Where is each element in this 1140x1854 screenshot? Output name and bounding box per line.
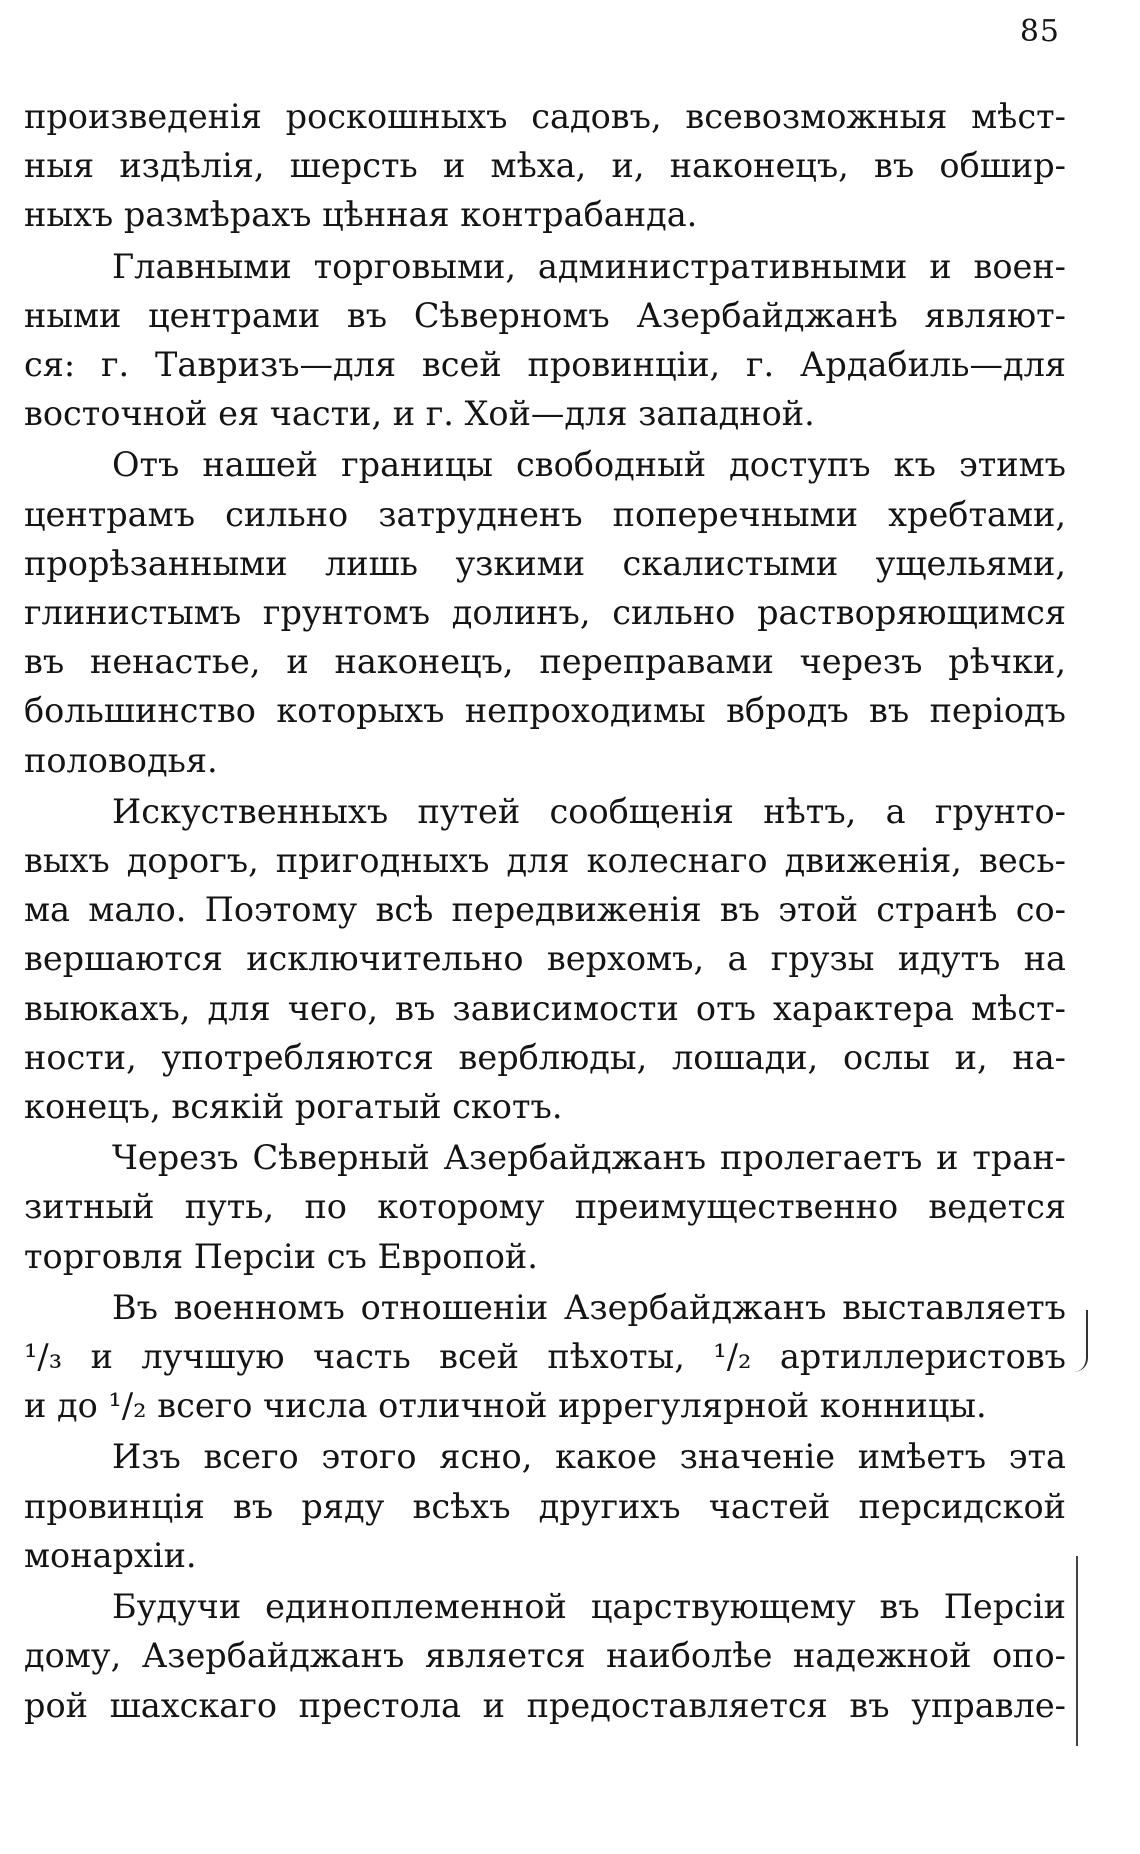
text-line: монархіи. xyxy=(24,1535,197,1575)
paragraph-8 xyxy=(24,1582,1066,1730)
text-line: Отъ нашей границы свободный доступъ къ этимъ xyxy=(112,445,1066,485)
text-line: конецъ, всякій рогатый скотъ. xyxy=(24,1087,563,1127)
text-line: глинистымъ грунтомъ долинъ, сильно растворяющимся xyxy=(24,593,1066,633)
text-line: вершаются исключительно верхомъ, а грузы идутъ на xyxy=(24,939,1066,979)
text-line: дому, Азербайджанъ является наиболѣе надежной опо- xyxy=(24,1636,1066,1676)
text-line: въ ненастье, и наконецъ, переправами черезъ рѣчки, xyxy=(24,642,1066,682)
margin-bracket-mark xyxy=(1072,1310,1088,1372)
text-line: Искуственныхъ путей сообщенія нѣтъ, а грунто- xyxy=(112,791,1066,831)
paragraph-7 xyxy=(24,1432,1066,1580)
text-line: ности, употребляются верблюды, лошади, ослы и, на- xyxy=(24,1037,1066,1077)
text-line: зитный путь, по которому преимущественно ведется xyxy=(24,1187,1066,1227)
text-line: Изъ всего этого ясно, какое значеніе имѣетъ эта xyxy=(112,1437,1066,1477)
text-line: произведенія роскошныхъ садовъ, всевозможныя мѣст- xyxy=(24,97,1066,136)
paragraph-6 xyxy=(24,1283,1066,1431)
text-line: и до ¹/₂ всего числа отличной иррегулярной конницы. xyxy=(24,1386,987,1426)
paragraph-1 xyxy=(24,92,1066,240)
text-line: большинство которыхъ непроходимы вбродъ въ періодъ xyxy=(24,691,1066,731)
page-number: 85 xyxy=(1019,14,1060,49)
text-line: Будучи единоплеменной царствующему въ Персіи xyxy=(112,1587,1066,1627)
text-line: торговля Персіи съ Европой. xyxy=(24,1236,538,1276)
paragraph-4 xyxy=(24,787,1066,1131)
text-line: половодья. xyxy=(24,740,218,780)
text-line: выхъ дорогъ, пригодныхъ для колеснаго движенія, весь- xyxy=(24,841,1066,881)
text-line: ¹/₃ и лучшую часть всей пѣхоты, ¹/₂ артиллеристовъ xyxy=(24,1337,1066,1377)
paragraph-3 xyxy=(24,440,1066,784)
text-line: ными центрами въ Сѣверномъ Азербайджанѣ являют- xyxy=(24,295,1066,335)
text-line: центрамъ сильно затрудненъ поперечными хребтами, xyxy=(24,494,1066,534)
text-line: ныя издѣлія, шерсть и мѣха, и, наконецъ, въ обшир- xyxy=(24,146,1066,186)
text-line: рой шахскаго престола и предоставляется въ управле- xyxy=(24,1685,1066,1725)
paragraph-2 xyxy=(24,242,1066,439)
text-line: Главными торговыми, административными и воен- xyxy=(112,246,1066,286)
body-text xyxy=(24,92,1066,1730)
text-line: ныхъ размѣрахъ цѣнная контрабанда. xyxy=(24,195,698,235)
text-line: выюкахъ, для чего, въ зависимости отъ характера мѣст- xyxy=(24,988,1066,1028)
text-line: провинція въ ряду всѣхъ другихъ частей персидской xyxy=(24,1486,1066,1526)
margin-vertical-rule xyxy=(1076,1556,1078,1746)
text-line: ма мало. Поэтому всѣ передвиженія въ этой странѣ со- xyxy=(24,890,1066,930)
text-line: прорѣзанными лишь узкими скалистыми ущельями, xyxy=(24,543,1066,583)
text-line: ся: г. Тавризъ—для всей провинціи, г. Ардабиль—для xyxy=(24,345,1066,385)
text-line: восточной ея части, и г. Хой—для западной. xyxy=(24,394,815,434)
paragraph-5 xyxy=(24,1133,1066,1281)
text-line: Въ военномъ отношеніи Азербайджанъ выставляетъ xyxy=(112,1287,1066,1327)
text-line: Черезъ Сѣверный Азербайджанъ пролегаетъ и тран- xyxy=(112,1138,1066,1178)
